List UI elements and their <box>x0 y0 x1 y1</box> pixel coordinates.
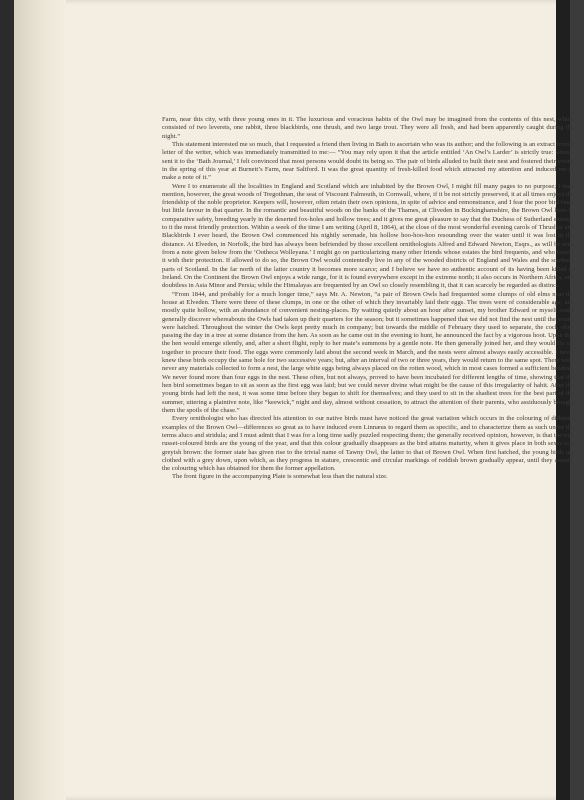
paragraph: Every ornithologist who has directed his attention to our native birds must have noticed the great variation which occurs in the colouring of different examples of the Brown Owl—differences so great as to have induced even Linnæus to regard them as specific, and to characterize them as such under the terms aluco and stridula; and I must admit that I was for a long time sadly puzzled respecting them; the generally received opinion, however, is that the rich russet-coloured birds are the young of the year, and that this colour gradually disappears as the bird attains maturity, when it gives place in both sexes to a greyish brown: the former state has given rise to the trivial name of Tawny Owl, the latter to that of Brown Owl. When first hatched, the young birds are clothed with a grey down, upon which, as they progress in stature, crescentic and circular markings of reddish brown gradually appear, until they assume the colouring which has obtained for them the former appellation. <box>162 415 574 473</box>
paragraph: This statement interested me so much, that I requested a friend then living in Bath to ascertain who was its author; and the following is an extract from a letter of the writer, which was immediately transmitted to me:— “You may rely upon it that the article entitled ‘An Owl’s Larder’ is strictly true: when I sent it to the ‘Bath Journal,’ I felt convinced that most persons would doubt its being so. The pair of birds alluded to built their nest and fostered their young in the spring of this year at Burnett’s Farm, near Saltford. It was the great quantity of fresh-killed food which attracted my attention and induced me to make a note of it.” <box>162 140 574 182</box>
paragraph: Were I to enumerate all the localities in England and Scotland which are inhabited by the Brown Owl, I might fill many pages to no purpose; I may mention, however, the great woods of Tregothnan, the seat of Viscount Falmouth, in Cornwall, where, if it be not strictly preserved, it at all times enjoys the friendship of the noble proprietor. Keepers will, however, often retain their own opinions, in spite of advice and remonstrance, and I fear the poor bird finds but little favour in that quarter. In the romantic and beautiful woods on the banks of the Thames, at Cliveden in Buckinghamshire, the Brown Owl lives in comparative safety, breeding yearly in the deserted fox-holes and hollow trees; and it gives me great pleasure to say that the Duchess of Sutherland extends to it the most friendly protection. Within a week of the time I am writing (April 8, 1864), at the close of the most wonderful evening carols of Thrushes and Blackbirds I ever heard, the Brown Owl commenced his nightly serenade, his hollow hoo-hoo-hoo resounding over the water until it was lost in the distance. At Elveden, in Norfolk, the bird has always been befriended by those excellent ornithologists Alfred and Edward Newton, Esqrs., as will be seen from a note given below from the ‘Ootheca Wolleyana.’ I might go on particularizing many other friends whose estates the bird frequents, and who favour it with their protection. If allowed to do so, the Brown Owl would contentedly live in any of the wooded districts of England and Wales and the southern parts of Scotland. In the far north of the latter country it becomes more scarce; and I believe we have no authentic account of its having been killed in Ireland. On the Continent the Brown Owl enjoys a wide range, for it is found everywhere except in the extreme north; it also occurs in Northern Africa, and doubtless in Asia Minor and Persia; while the Himalayas are frequented by an Owl so closely resembling it, that it can scarcely be regarded as distinct. <box>162 182 574 290</box>
paragraph: Farm, near this city, with three young ones in it. The luxurious and voracious habits of the Owl may be imagined from the contents of this nest, which consisted of two leverets, one rabbit, three blackbirds, one thrush, and two large trout. They were all fresh, and had been apparently caught during the night.” <box>162 116 574 140</box>
background-edge-left <box>0 0 14 800</box>
paragraph: The front figure in the accompanying Plate is somewhat less than the natural size. <box>172 473 388 481</box>
body-text <box>162 116 574 746</box>
book-page <box>14 0 574 800</box>
paragraph: “From 1844, and probably for a much longer time,” says Mr. A. Newton, “a pair of Brown Owls had frequented some clumps of old elms near the house at Elveden. There were three of these clumps, in one or the other of which they invariably laid their eggs. The trees were of considerable age, and mostly quite hollow, with an abundance of convenient nesting-places. By waiting quietly about an hour after sunset, my brother Edward or myself could generally discover whereabouts the Owls had taken up their quarters for the season; but it sometimes happened that we did not find the nest until the young were hatched. Throughout the winter the Owls kept pretty much in company; but towards the middle of February they used to separate, the cock often passing the day in a tree at some distance from the hen. As soon as he came out in the evening to hunt, he announced the fact by a vigorous hoot. Upon this the hen would emerge silently, and, after a short flight, reply to her mate’s summons by a gentle note. He then generally joined her, and they would fly off together to procure their food. The eggs were commonly laid about the second week in March, and the nests were almost always easily accessible. I never knew these birds occupy the same hole for two successive years; but, after an interval of two or three years, they would return to the same spot. There were never any materials collected to form a nest, the large white eggs being always placed on the rotten wood, which in most cases formed a sufficient bedding. We never found more than four eggs in the nest. These often, but not always, proved to have been incubated for different lengths of time, showing that the hen bird sometimes began to sit as soon as the first egg was laid; but we could never divine what might be the cause of this irregularity of habit. After the young birds had left the nest, it was some time before they began to shift for themselves; and they used to sit in the shadiest trees for the best part of the summer, uttering a plaintive note, like “keewick,” night and day, almost without cessation, to attract the attention of their parents, who assiduously brought them the spoils of the chase.” <box>162 290 574 414</box>
page-gutter-shadow <box>14 0 66 800</box>
